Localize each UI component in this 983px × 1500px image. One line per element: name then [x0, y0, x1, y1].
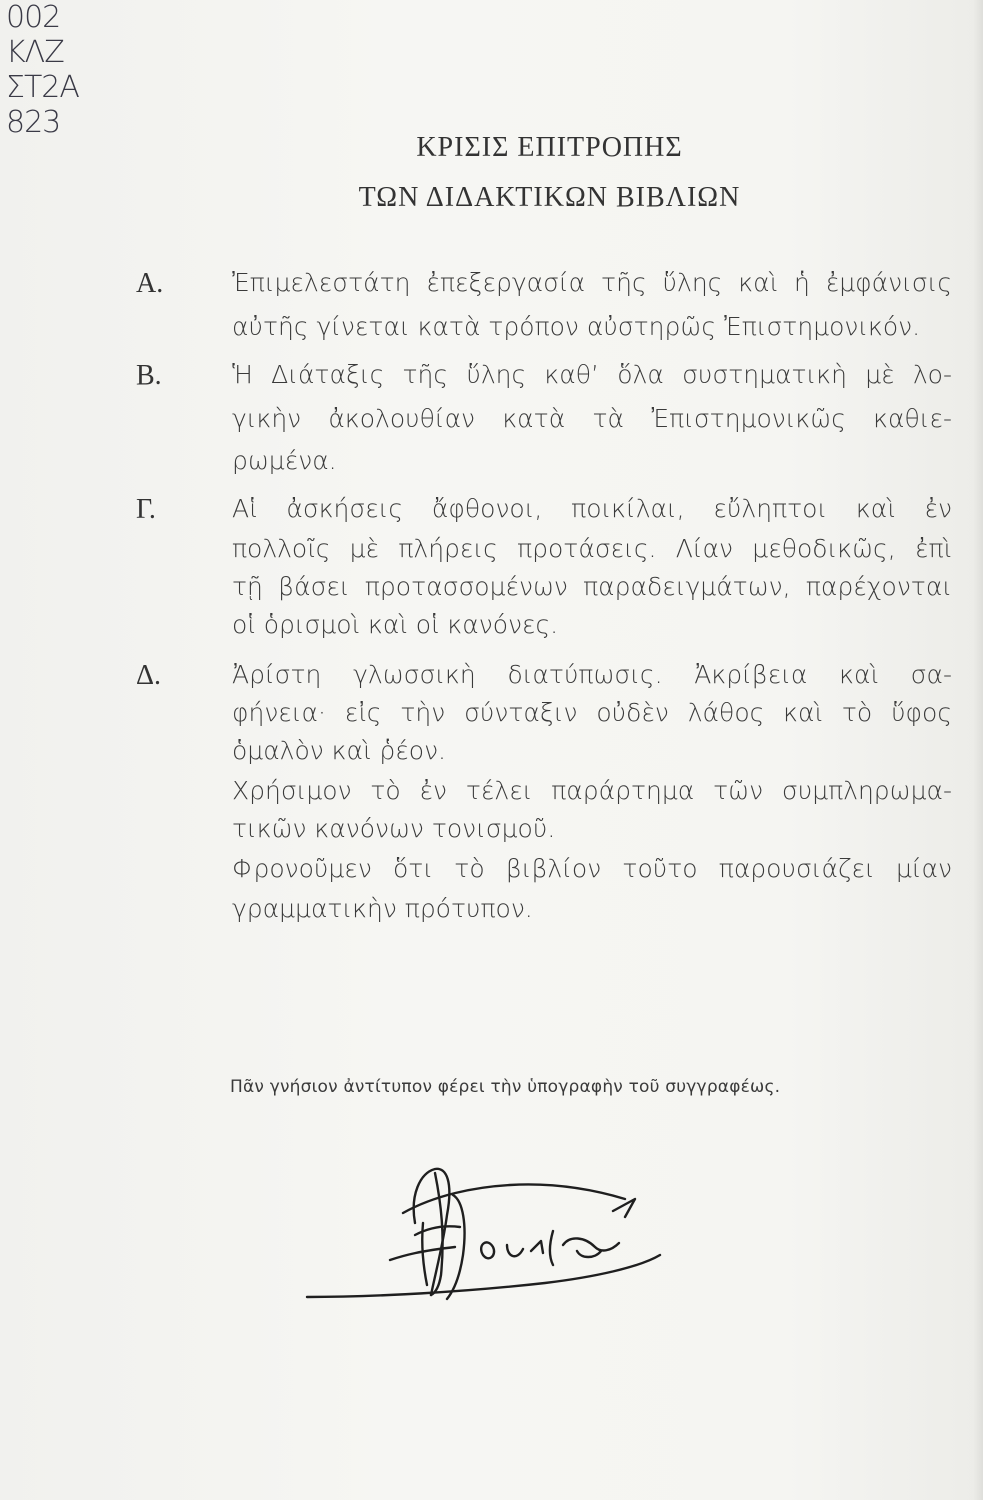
section-b-line-1: Ἡ Διάταξις τῆς ὕλης καθ’ ὅλα συστηματικὴ μὲ λο-: [232, 360, 952, 389]
section-b-line-3: ρωμένα.: [232, 446, 337, 475]
page-edge-shadow: [973, 0, 983, 1500]
section-a-line-1: Ἐπιμελεστάτη ἐπεξεργασία τῆς ὕλης καὶ ἡ ἐμφάνισις: [232, 268, 952, 297]
section-b-line-2: γικὴν ἀκολουθίαν κατὰ τὰ Ἐπιστημονικῶς καθιε-: [232, 404, 952, 433]
catalog-line-2: ΚΛΖ: [6, 35, 64, 70]
catalog-pencil-notes: [6, 0, 79, 140]
section-d-letter: Δ.: [136, 660, 162, 691]
section-d-line-4: Χρήσιμον τὸ ἐν τέλει παράρτημα τῶν συμπληρωμα-: [232, 776, 952, 805]
catalog-line-4: 823: [6, 105, 61, 140]
catalog-line-3: ΣΤ2Α: [6, 70, 79, 105]
section-c-line-1: Αἱ ἀσκήσεις ἄφθονοι, ποικίλαι, εὔληπτοι καὶ ἐν: [232, 494, 952, 523]
section-d-line-1: Ἀρίστη γλωσσικὴ διατύπωσις. Ἀκρίβεια καὶ σα-: [232, 660, 952, 689]
section-d-line-3: ὁμαλὸν καὶ ῥέον.: [232, 736, 447, 765]
section-c-line-4: οἱ ὁρισμοὶ καὶ οἱ κανόνες.: [232, 610, 559, 639]
section-d-line-5: τικῶν κανόνων τονισμοῦ.: [232, 814, 556, 843]
section-c-line-3: τῇ βάσει προτασσομένων παραδειγμάτων, παρέχονται: [232, 572, 952, 601]
section-c-letter: Γ.: [136, 494, 156, 525]
document-title-line-1: ΚΡΙΣΙΣ ΕΠΙΤΡΟΠΗΣ: [416, 132, 683, 163]
section-c-line-2: πολλοῖς μὲ πλήρεις προτάσεις. Λίαν μεθοδικῶς, ἐπὶ: [232, 534, 952, 563]
authenticity-note: Πᾶν γνήσιον ἀντίτυπον φέρει τὴν ὑπογραφὴν τοῦ συγγραφέως.: [230, 1077, 781, 1097]
section-d-line-2: φήνεια· εἰς τὴν σύνταξιν οὐδὲν λάθος καὶ τὸ ὕφος: [232, 698, 952, 727]
section-a-letter: Α.: [136, 268, 164, 299]
section-b-letter: Β.: [136, 360, 162, 391]
section-d-line-7: γραμματικὴν πρότυπον.: [232, 894, 533, 923]
document-title-line-2: ΤΩΝ ΔΙΔΑΚΤΙΚΩΝ ΒΙΒΛΙΩΝ: [358, 182, 741, 213]
section-d-line-6: Φρονοῦμεν ὅτι τὸ βιβλίον τοῦτο παρουσιάζει μίαν: [232, 854, 952, 883]
section-a-line-2: αὐτῆς γίνεται κατὰ τρόπον αὐστηρῶς Ἐπιστημονικόν.: [232, 312, 921, 341]
author-signature: [295, 1155, 675, 1315]
catalog-line-1: 002: [6, 0, 61, 35]
